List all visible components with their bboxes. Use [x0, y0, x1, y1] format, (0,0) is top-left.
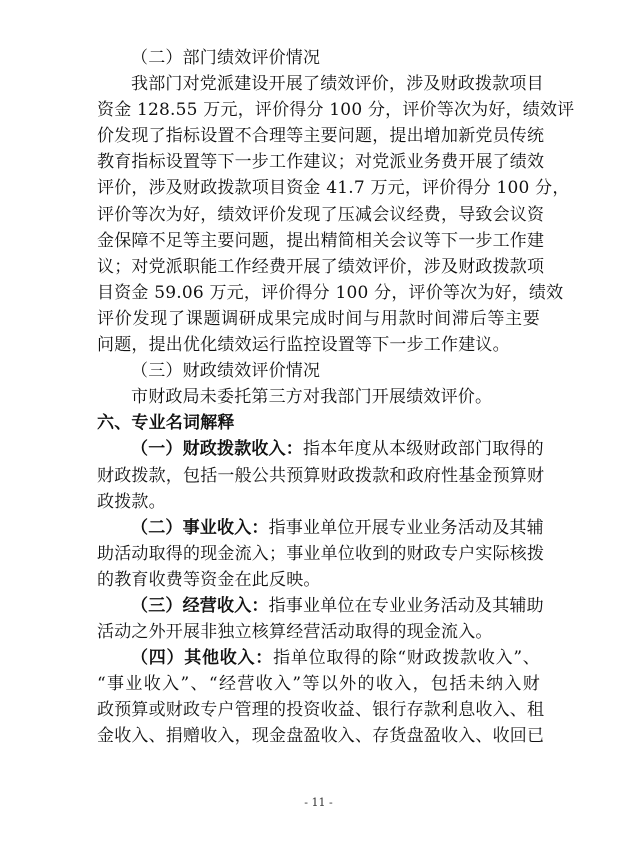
- text-line: 政拨款。: [97, 491, 166, 512]
- text-line: 政预算或财政专户管理的投资收益、银行存款利息收入、租: [97, 700, 545, 721]
- text-line: 问题，提出优化绩效运行监控设置等下一步工作建议。: [97, 335, 510, 356]
- paragraph-dept-eval: [97, 71, 575, 358]
- glossary-item-first-line: [97, 645, 540, 671]
- text-line: 金保障不足等主要问题，提出精简相关会议等下一步工作建: [97, 230, 545, 251]
- glossary-term: （四）其他收入：: [131, 648, 274, 669]
- glossary-term: （三）经营收入：: [131, 595, 269, 616]
- text-line: 资金 128.55 万元，评价得分 100 分，评价等次为好，绩效评: [97, 100, 575, 121]
- glossary-item: [97, 515, 545, 593]
- glossary-definition: 指事业单位在专业业务活动及其辅助: [268, 595, 544, 616]
- text-line: 教育指标设置等下一步工作建议；对党派业务费开展了绩效: [97, 152, 545, 173]
- paragraph-finance-eval: [97, 384, 540, 410]
- text-line: 议；对党派职能工作经费开展了绩效评价，涉及财政拨款项: [97, 256, 545, 277]
- text-line: 助活动取得的现金流入；事业单位收到的财政专户实际核拨: [97, 543, 545, 564]
- text-line: 财政拨款，包括一般公共预算财政拨款和政府性基金预算财: [97, 465, 545, 486]
- text-line: 目资金 59.06 万元，评价得分 100 分，评价等次为好，绩效: [97, 282, 564, 303]
- text-line: 活动之外开展非独立核算经营活动取得的现金流入。: [97, 622, 493, 643]
- text-line: 价发现了指标设置不合理等主要问题，提出增加新党员传统: [97, 126, 545, 147]
- glossary-term: （二）事业收入：: [131, 517, 269, 538]
- glossary-definition: 指事业单位开展专业业务活动及其辅: [268, 517, 544, 538]
- section-heading-finance-eval: （三）财政绩效评价情况: [131, 361, 321, 382]
- glossary-item: [97, 593, 544, 645]
- glossary-item-first-line: [97, 515, 544, 541]
- text-line: 评价，涉及财政拨款项目资金 41.7 万元，评价得分 100 分，: [97, 178, 570, 199]
- glossary-item: [97, 436, 545, 514]
- glossary-definition: 指单位取得的除“财政拨款收入”、: [273, 648, 540, 669]
- glossary-heading: 六、专业名词解释: [97, 413, 235, 434]
- text-line: 的教育收费等资金在此反映。: [97, 569, 321, 590]
- text-line: 金收入、捐赠收入，现金盘盈收入、存货盘盈收入、收回已: [97, 726, 545, 747]
- glossary-item-first-line: [97, 436, 544, 462]
- text-line: 评价发现了课题调研成果完成时间与用款时间滞后等主要: [97, 308, 540, 329]
- section-heading-dept-eval: （二）部门绩效评价情况: [131, 48, 321, 68]
- glossary-term: （一）财政拨款收入：: [131, 439, 303, 460]
- document-body: [97, 45, 575, 750]
- glossary-item: [97, 645, 545, 749]
- text-line: 评价等次为好，绩效评价发现了压减会议经费，导致会议资: [97, 204, 545, 225]
- glossary-item-first-line: [97, 593, 544, 619]
- text-line: 我部门对党派建设开展了绩效评价，涉及财政拨款项目: [131, 74, 544, 95]
- text-line: “事业收入”、“经营收入”等以外的收入，包括未纳入财: [97, 674, 540, 695]
- text-line: 市财政局未委托第三方对我部门开展绩效评价。: [131, 387, 493, 408]
- page-number: - 11 -: [304, 796, 333, 809]
- glossary-definition: 指本年度从本级财政部门取得的: [303, 439, 544, 460]
